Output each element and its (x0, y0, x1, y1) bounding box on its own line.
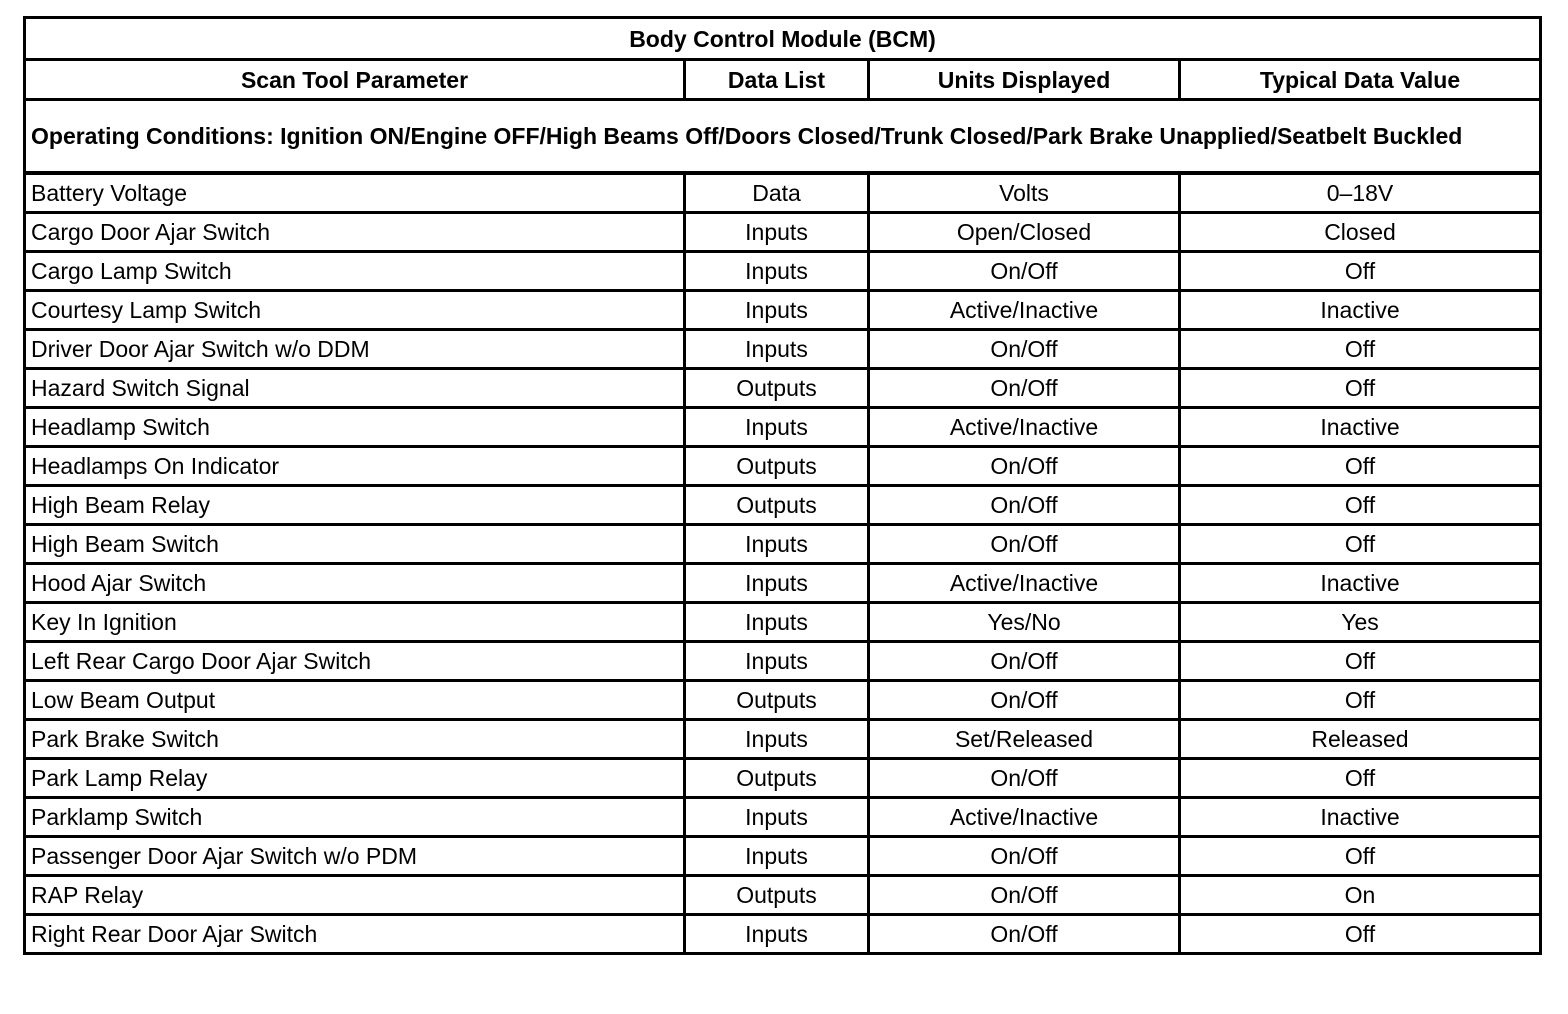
table-row (25, 369, 1541, 408)
table-row (25, 525, 1541, 564)
operating-conditions-row (25, 100, 1541, 174)
data-list-cell: Outputs (685, 681, 869, 720)
data-list-cell: Inputs (685, 213, 869, 252)
data-list-cell: Inputs (685, 330, 869, 369)
typical-value-cell: Released (1180, 720, 1541, 759)
units-cell: On/Off (869, 330, 1180, 369)
typical-value-cell: Inactive (1180, 564, 1541, 603)
parameter-cell: Hazard Switch Signal (25, 369, 685, 408)
typical-value-cell: Yes (1180, 603, 1541, 642)
parameter-cell: Courtesy Lamp Switch (25, 291, 685, 330)
data-list-cell: Inputs (685, 837, 869, 876)
header-scan-tool-parameter: Scan Tool Parameter (25, 60, 685, 100)
table-row (25, 837, 1541, 876)
parameter-cell: RAP Relay (25, 876, 685, 915)
typical-value-cell: Off (1180, 525, 1541, 564)
units-cell: Active/Inactive (869, 408, 1180, 447)
units-cell: On/Off (869, 681, 1180, 720)
units-cell: On/Off (869, 525, 1180, 564)
units-cell: Volts (869, 173, 1180, 213)
units-cell: Yes/No (869, 603, 1180, 642)
table-row (25, 603, 1541, 642)
table-row (25, 798, 1541, 837)
units-cell: Active/Inactive (869, 798, 1180, 837)
units-cell: On/Off (869, 915, 1180, 954)
table-row (25, 720, 1541, 759)
table-body (25, 173, 1541, 954)
data-list-cell: Inputs (685, 408, 869, 447)
typical-value-cell: On (1180, 876, 1541, 915)
parameter-cell: Battery Voltage (25, 173, 685, 213)
parameter-cell: Passenger Door Ajar Switch w/o PDM (25, 837, 685, 876)
table-row (25, 252, 1541, 291)
table-title: Body Control Module (BCM) (25, 18, 1541, 60)
table-row (25, 173, 1541, 213)
typical-value-cell: Inactive (1180, 798, 1541, 837)
data-list-cell: Inputs (685, 642, 869, 681)
typical-value-cell: Off (1180, 330, 1541, 369)
units-cell: On/Off (869, 252, 1180, 291)
typical-value-cell: Off (1180, 915, 1541, 954)
data-list-cell: Inputs (685, 798, 869, 837)
data-list-cell: Inputs (685, 564, 869, 603)
operating-conditions: Operating Conditions: Ignition ON/Engine OFF/High Beams Off/Doors Closed/Trunk Closed/Park Brake Unapplied/Seatbelt Buckled (25, 100, 1541, 174)
table-row (25, 564, 1541, 603)
units-cell: Active/Inactive (869, 564, 1180, 603)
table-row (25, 330, 1541, 369)
parameter-cell: High Beam Relay (25, 486, 685, 525)
typical-value-cell: Off (1180, 369, 1541, 408)
parameter-cell: Park Brake Switch (25, 720, 685, 759)
data-list-cell: Inputs (685, 603, 869, 642)
data-list-cell: Inputs (685, 525, 869, 564)
parameter-cell: High Beam Switch (25, 525, 685, 564)
header-data-list: Data List (685, 60, 869, 100)
parameter-cell: Key In Ignition (25, 603, 685, 642)
table-row (25, 486, 1541, 525)
typical-value-cell: Off (1180, 759, 1541, 798)
header-typical-data-value: Typical Data Value (1180, 60, 1541, 100)
table-row (25, 915, 1541, 954)
table-row (25, 876, 1541, 915)
data-list-cell: Outputs (685, 759, 869, 798)
parameter-cell: Hood Ajar Switch (25, 564, 685, 603)
table-title-row (25, 18, 1541, 60)
typical-value-cell: Off (1180, 681, 1541, 720)
parameter-cell: Headlamps On Indicator (25, 447, 685, 486)
parameter-cell: Driver Door Ajar Switch w/o DDM (25, 330, 685, 369)
typical-value-cell: Off (1180, 837, 1541, 876)
parameter-cell: Parklamp Switch (25, 798, 685, 837)
bcm-data-table (23, 16, 1542, 955)
units-cell: On/Off (869, 759, 1180, 798)
parameter-cell: Cargo Door Ajar Switch (25, 213, 685, 252)
typical-value-cell: 0–18V (1180, 173, 1541, 213)
table-row (25, 213, 1541, 252)
parameter-cell: Park Lamp Relay (25, 759, 685, 798)
units-cell: Active/Inactive (869, 291, 1180, 330)
parameter-cell: Low Beam Output (25, 681, 685, 720)
parameter-cell: Right Rear Door Ajar Switch (25, 915, 685, 954)
typical-value-cell: Closed (1180, 213, 1541, 252)
typical-value-cell: Inactive (1180, 291, 1541, 330)
table-row (25, 759, 1541, 798)
table-row (25, 447, 1541, 486)
units-cell: On/Off (869, 369, 1180, 408)
units-cell: On/Off (869, 486, 1180, 525)
units-cell: Set/Released (869, 720, 1180, 759)
data-list-cell: Outputs (685, 486, 869, 525)
units-cell: On/Off (869, 876, 1180, 915)
table-row (25, 642, 1541, 681)
typical-value-cell: Off (1180, 486, 1541, 525)
bcm-data-table-container (23, 16, 1539, 955)
typical-value-cell: Off (1180, 642, 1541, 681)
header-units-displayed: Units Displayed (869, 60, 1180, 100)
table-row (25, 408, 1541, 447)
data-list-cell: Data (685, 173, 869, 213)
parameter-cell: Left Rear Cargo Door Ajar Switch (25, 642, 685, 681)
units-cell: On/Off (869, 837, 1180, 876)
typical-value-cell: Off (1180, 252, 1541, 291)
parameter-cell: Headlamp Switch (25, 408, 685, 447)
data-list-cell: Inputs (685, 252, 869, 291)
typical-value-cell: Off (1180, 447, 1541, 486)
data-list-cell: Outputs (685, 369, 869, 408)
units-cell: On/Off (869, 447, 1180, 486)
data-list-cell: Inputs (685, 720, 869, 759)
table-row (25, 681, 1541, 720)
column-header-row (25, 60, 1541, 100)
table-row (25, 291, 1541, 330)
data-list-cell: Outputs (685, 447, 869, 486)
parameter-cell: Cargo Lamp Switch (25, 252, 685, 291)
data-list-cell: Inputs (685, 291, 869, 330)
units-cell: Open/Closed (869, 213, 1180, 252)
data-list-cell: Outputs (685, 876, 869, 915)
data-list-cell: Inputs (685, 915, 869, 954)
units-cell: On/Off (869, 642, 1180, 681)
typical-value-cell: Inactive (1180, 408, 1541, 447)
